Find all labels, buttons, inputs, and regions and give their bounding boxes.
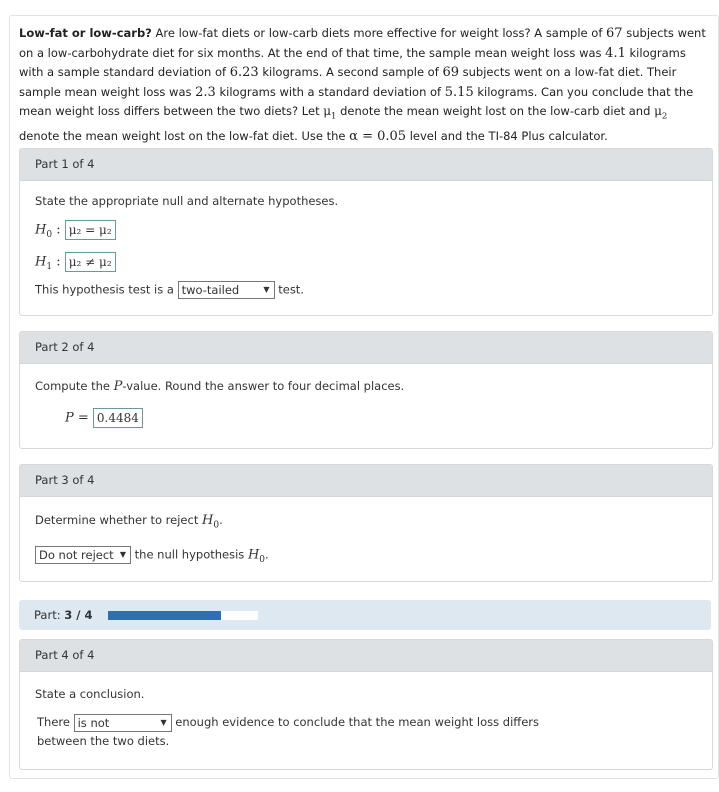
part-2-header: Part 2 of 4 [20, 332, 712, 364]
problem-text: subjects went on a low-carbohydrate diet for six months. At the end of that time, the sample mean weight loss was [19, 26, 706, 60]
alpha-level: α = 0.05 [349, 128, 407, 144]
problem-text: denote the mean weight lost on the low-fat diet. Use the [19, 128, 346, 143]
part-2-panel [19, 331, 713, 449]
decision-value: Do not reject [39, 548, 114, 562]
p-value-input[interactable]: 0.4484 [93, 408, 143, 428]
test-type-suffix: test. [278, 282, 304, 297]
h0-subscript: 0 [46, 229, 53, 240]
problem-text: kilograms with a sample standard deviation of [19, 45, 686, 79]
problem-panel [9, 15, 719, 779]
problem-text: Are low-fat diets or low-carb diets more effective for weight loss? A sample of [155, 26, 603, 40]
problem-text: denote the mean weight lost on the low-carb diet and [340, 104, 651, 118]
sample-sd-1: 6.23 [229, 65, 259, 80]
problem-text: subjects went on a low-fat diet. Their sample mean weight loss was [19, 65, 677, 99]
test-type-value: two-tailed [181, 283, 240, 297]
test-type-prefix: This hypothesis test is a [35, 282, 174, 297]
progress-track [108, 611, 258, 620]
sample-mean-1: 4.1 [605, 45, 626, 61]
null-hypothesis-input[interactable]: μ₂ = μ₂ [65, 220, 116, 240]
problem-text: kilograms with a standard deviation of [219, 84, 442, 99]
problem-statement [19, 24, 711, 146]
decision-suffix: the null hypothesis [134, 547, 245, 562]
progress-value: 3 / 4 [64, 608, 93, 622]
null-hypothesis-row: $H_0$ : μ₂ = μ₂ [35, 220, 116, 240]
progress-bar-panel [19, 600, 711, 630]
part-4-instruction: State a conclusion. [35, 687, 145, 701]
part-4-panel [19, 639, 713, 770]
chevron-down-icon: ▼ [119, 550, 126, 559]
instruction-text: Compute the [35, 379, 110, 393]
progress-fill [108, 611, 221, 620]
alt-hypothesis-row: $H_1$ : μ₂ ≠ μ₂ [35, 252, 116, 272]
alt-hypothesis-input[interactable]: μ₂ ≠ μ₂ [65, 252, 116, 272]
p-symbol: P [113, 379, 123, 394]
problem-text: kilograms. A second sample of [262, 65, 439, 79]
part-3-header: Part 3 of 4 [20, 465, 712, 497]
problem-text: kilograms. Can you conclude that the mean weight loss differs between the two diets? Let [19, 84, 694, 118]
sample-mean-2: 2.3 [195, 84, 216, 100]
decision-row: Do not reject ▼ the null hypothesis $H_0$. [35, 546, 269, 565]
instruction-text: -value. Round the answer to four decimal places. [122, 379, 405, 393]
conclusion-select[interactable] [74, 714, 172, 732]
mu2-symbol: $\mu_2$ [654, 104, 668, 122]
decision-select[interactable] [35, 546, 131, 564]
problem-title: Low-fat or low-carb? [19, 26, 152, 40]
p-label: P [65, 410, 74, 426]
part-3-instruction: Determine whether to reject $H_0$. [35, 513, 223, 531]
progress-label-text: Part: [34, 608, 61, 622]
part-1-panel [19, 148, 713, 316]
h1-label: H [35, 254, 47, 270]
sample-sd-2: 5.15 [444, 84, 474, 100]
conclusion-prefix: There [37, 715, 70, 729]
test-type-select[interactable] [178, 281, 275, 299]
conclusion-suffix: enough evidence to conclude that the mean weight loss differs [175, 715, 539, 729]
p-value-row: P = 0.4484 [65, 408, 143, 428]
conclusion-row [37, 713, 539, 751]
h1-subscript: 1 [46, 261, 53, 272]
instruction-text: Determine whether to reject [35, 513, 199, 527]
chevron-down-icon: ▼ [263, 285, 270, 294]
part-3-panel [19, 464, 713, 582]
test-type-row [35, 281, 304, 299]
problem-text: level and the TI-84 Plus calculator. [409, 128, 608, 143]
h0-label: H [35, 222, 47, 238]
sample-size-2: 69 [442, 65, 459, 80]
progress-label [34, 608, 92, 622]
conclusion-value: is not [77, 715, 110, 730]
sample-size-1: 67 [606, 26, 623, 41]
part-2-instruction [35, 379, 404, 394]
mu1-symbol: $\mu_1$ [323, 104, 337, 122]
part-4-header: Part 4 of 4 [20, 640, 712, 672]
part-1-header: Part 1 of 4 [20, 149, 712, 181]
conclusion-suffix-2: between the two diets. [37, 734, 170, 748]
part-1-instruction: State the appropriate null and alternate hypotheses. [35, 194, 339, 208]
chevron-down-icon: ▼ [160, 717, 167, 727]
